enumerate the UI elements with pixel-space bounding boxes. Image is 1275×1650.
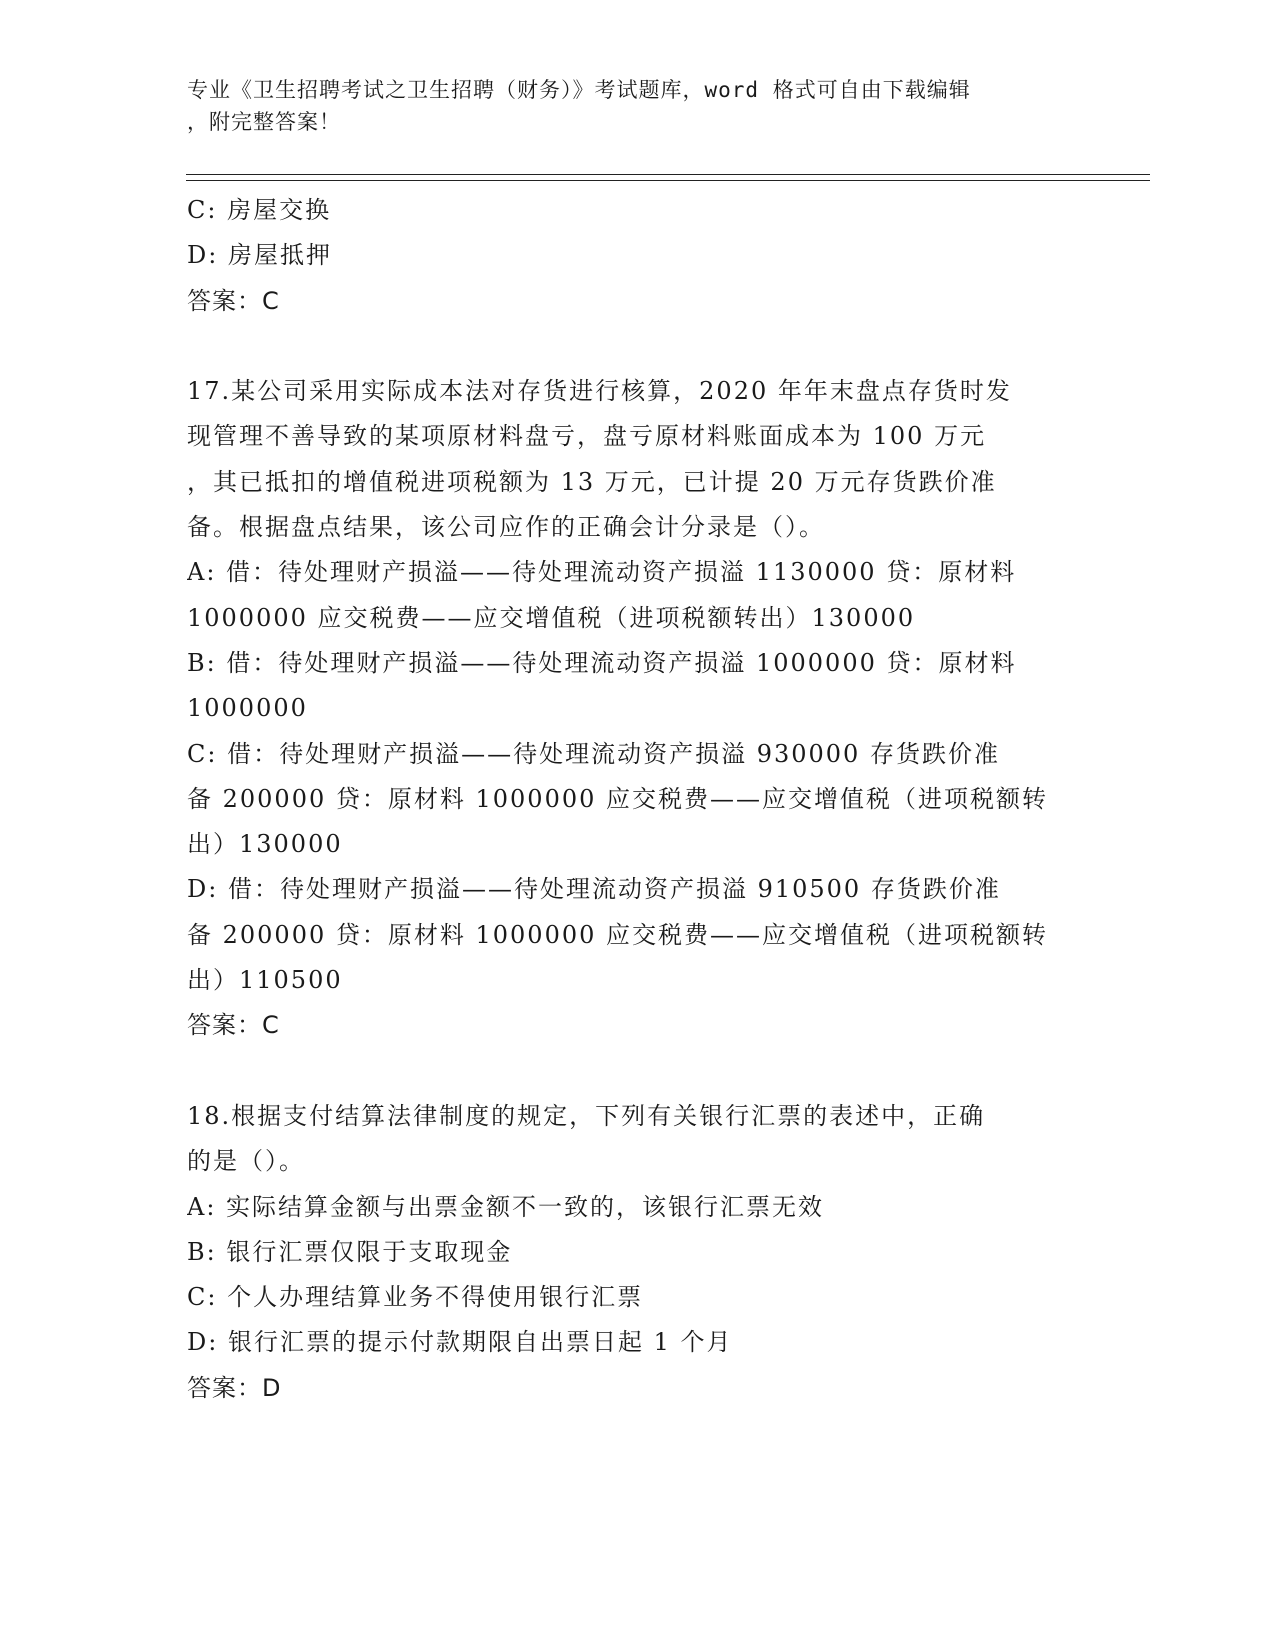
option-line: 1000000 xyxy=(187,694,308,723)
option-line: C: 房屋交换 xyxy=(187,196,332,224)
question-stem-line: 的是（）。 xyxy=(187,1147,305,1176)
question-stem-line: 18.根据支付结算法律制度的规定，下列有关银行汇票的表述中，正确 xyxy=(187,1101,986,1130)
question-content xyxy=(187,188,1087,1411)
option-line: A: 借：待处理财产损溢——待处理流动资产损溢 1130000 贷：原材料 xyxy=(187,558,1017,587)
answer-line: 答案：C xyxy=(187,1011,280,1040)
question-stem-line: 17.某公司采用实际成本法对存货进行核算，2020 年年末盘点存货时发 xyxy=(187,377,1012,406)
option-line: D: 借：待处理财产损溢——待处理流动资产损溢 910500 存货跌价准 xyxy=(187,875,1001,904)
option-line: 出）110500 xyxy=(187,966,343,995)
question-stem-line: 现管理不善导致的某项原材料盘亏，盘亏原材料账面成本为 100 万元 xyxy=(187,422,987,451)
document-header xyxy=(187,74,1067,138)
option-line: C: 借：待处理财产损溢——待处理流动资产损溢 930000 存货跌价准 xyxy=(187,739,1000,768)
option-line: C: 个人办理结算业务不得使用银行汇票 xyxy=(187,1283,644,1312)
answer-line: 答案：C xyxy=(187,286,280,315)
option-line: 1000000 应交税费——应交增值税（进项税额转出）130000 xyxy=(187,603,916,632)
header-line-2: ，附完整答案！ xyxy=(187,110,341,134)
header-divider xyxy=(186,174,1150,181)
option-line: A: 实际结算金额与出票金额不一致的，该银行汇票无效 xyxy=(187,1192,825,1221)
spacer xyxy=(187,324,1087,369)
option-line: D: 房屋抵押 xyxy=(187,241,332,270)
question-stem-line: ，其已抵扣的增值税进项税额为 13 万元，已计提 20 万元存货跌价准 xyxy=(187,467,997,496)
answer-line: 答案：D xyxy=(187,1373,282,1402)
question-stem-line: 备。根据盘点结果，该公司应作的正确会计分录是（）。 xyxy=(187,513,825,542)
option-line: B: 银行汇票仅限于支取现金 xyxy=(187,1237,513,1266)
option-line: B: 借：待处理财产损溢——待处理流动资产损溢 1000000 贷：原材料 xyxy=(187,648,1017,677)
option-line: 备 200000 贷：原材料 1000000 应交税费——应交增值税（进项税额转 xyxy=(187,784,1049,813)
option-line: 备 200000 贷：原材料 1000000 应交税费——应交增值税（进项税额转 xyxy=(187,920,1049,949)
option-line: D: 银行汇票的提示付款期限自出票日起 1 个月 xyxy=(187,1328,733,1357)
spacer xyxy=(187,1049,1087,1094)
option-line: 出）130000 xyxy=(187,830,343,859)
header-line-1: 专业《卫生招聘考试之卫生招聘（财务）》考试题库，word 格式可自由下载编辑 xyxy=(187,78,971,102)
